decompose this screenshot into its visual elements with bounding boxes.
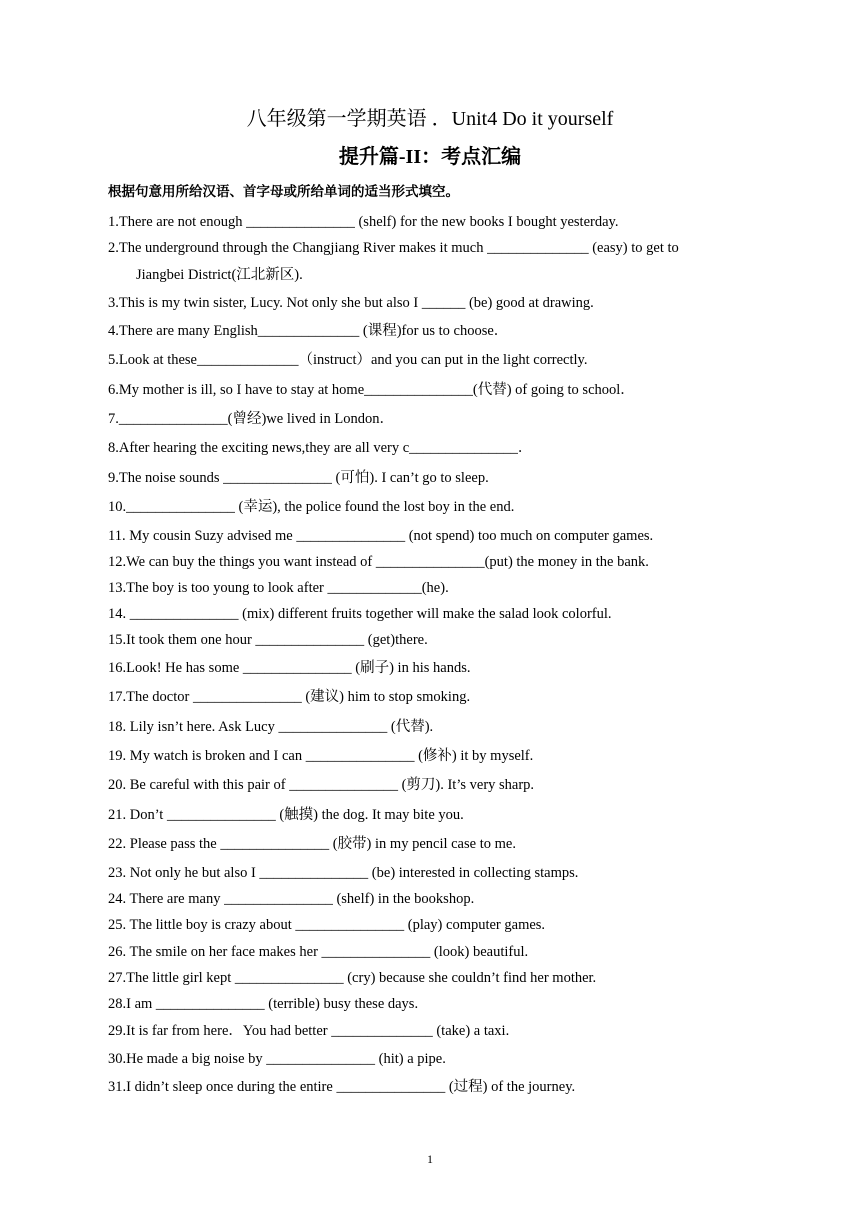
question-5: 5.Look at these______________（instruct）and you can put in the light correctly. <box>108 352 588 368</box>
question-18: 18. Lily isn’t here. Ask Lucy _______________ (代替). <box>108 719 434 735</box>
question-4: 4.There are many English______________ (课程)for us to choose． <box>108 323 509 339</box>
question-26: 26. The smile on her face makes her _______________ (look) beautiful. <box>108 944 529 960</box>
instruction-text: 根据句意用所给汉语、首字母或所给单词的适当形式填空。 <box>108 184 459 200</box>
question-27: 27.The little girl kept _______________ (cry) because she couldn’t find her mother. <box>108 970 597 986</box>
question-8: 8.After hearing the exciting news,they are all very c_______________． <box>108 440 533 456</box>
question-2: 2.The underground through the Changjiang River makes it much ______________ (easy) to get to <box>108 240 679 256</box>
question-31: 31.I didn’t sleep once during the entire _______________ (过程) of the journey. <box>108 1079 576 1095</box>
question-2-continuation: Jiangbei District(江北新区). <box>136 267 303 283</box>
question-16: 16.Look! He has some _______________ (刷子) in his hands. <box>108 660 471 676</box>
question-29: 29.It is far from here．You had better ______________ (take) a taxi. <box>108 1023 510 1039</box>
question-23: 23. Not only he but also I _______________ (be) interested in collecting stamps. <box>108 865 579 881</box>
question-1: 1.There are not enough _______________ (shelf) for the new books I bought yesterday. <box>108 214 619 230</box>
question-3: 3.This is my twin sister, Lucy. Not only she but also I ______ (be) good at drawing. <box>108 295 594 311</box>
question-6: 6.My mother is ill, so I have to stay at home_______________(代替) of going to school． <box>108 382 635 398</box>
question-13: 13.The boy is too young to look after _____________(he). <box>108 580 449 596</box>
question-9: 9.The noise sounds _______________ (可怕). I can’t go to sleep. <box>108 470 489 486</box>
question-28: 28.I am _______________ (terrible) busy these days. <box>108 996 419 1012</box>
question-25: 25. The little boy is crazy about _______________ (play) computer games. <box>108 917 546 933</box>
question-22: 22. Please pass the _______________ (胶带) in my pencil case to me. <box>108 836 516 852</box>
page-title: 八年级第一学期英语 ．Unit4 Do it yourself <box>246 108 614 130</box>
question-20: 20. Be careful with this pair of _______________ (剪刀). It’s very sharp. <box>108 777 535 793</box>
question-21: 21. Don’t _______________ (触摸) the dog. It may bite you. <box>108 807 464 823</box>
page-subtitle: 提升篇-II：考点汇编 <box>338 146 522 168</box>
question-15: 15.It took them one hour _______________ (get)there. <box>108 632 428 648</box>
question-12: 12.We can buy the things you want instead of _______________(put) the money in the bank. <box>108 554 649 570</box>
question-30: 30.He made a big noise by _______________ (hit) a pipe. <box>108 1051 446 1067</box>
question-24: 24. There are many _______________ (shelf) in the bookshop. <box>108 891 475 907</box>
question-11: 11. My cousin Suzy advised me _______________ (not spend) too much on computer games. <box>108 528 654 544</box>
question-7: 7._______________(曾经)we lived in London． <box>108 411 394 427</box>
question-17: 17.The doctor _______________ (建议) him to stop smoking. <box>108 689 471 705</box>
question-14: 14. _______________ (mix) different fruits together will make the salad look colorful. <box>108 606 612 622</box>
page-number: 1 <box>427 1152 433 1166</box>
question-10: 10._______________ (幸运), the police found the lost boy in the end. <box>108 499 515 515</box>
question-19: 19. My watch is broken and I can _______________ (修补) it by myself. <box>108 748 534 764</box>
